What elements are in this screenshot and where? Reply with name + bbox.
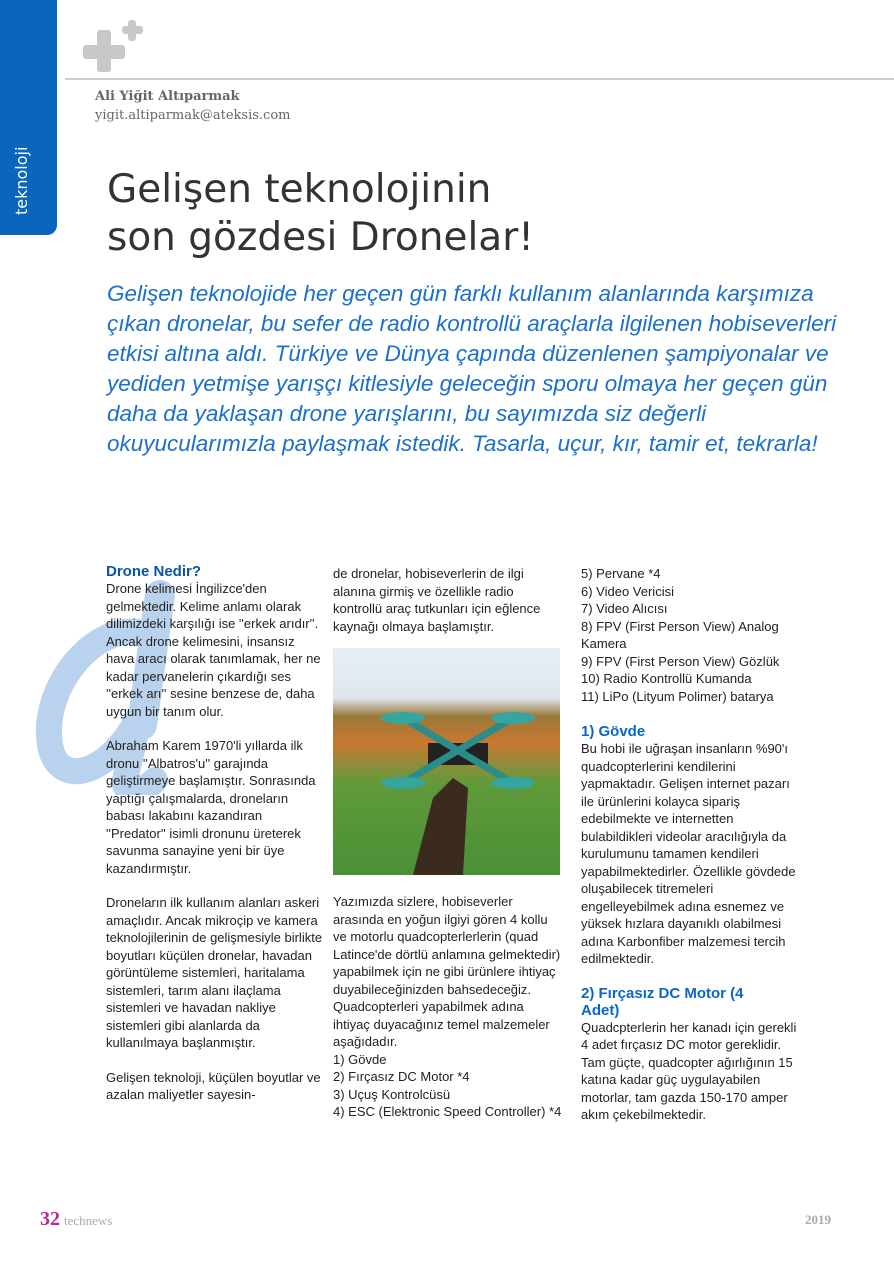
- list-item: 9) FPV (First Person View) Gözlük: [581, 653, 780, 669]
- title-line: Gelişen teknolojinin: [107, 167, 492, 212]
- author-name: Ali Yiğit Altıparmak: [95, 89, 240, 104]
- section-heading: Drone Nedir?: [106, 563, 202, 580]
- list-item: 6) Video Vericisi: [581, 583, 674, 599]
- list-item: 4) ESC (Elektronic Speed Controller) *4: [333, 1104, 562, 1119]
- list-item: 10) Radio Kontrollü Kumanda: [581, 671, 752, 686]
- magazine-name: technews: [64, 1213, 113, 1228]
- paragraph: Droneların ilk kullanım alanları askeri amaçlıdır. Ancak mikroçip ve kamera teknolojilerinin de gelişmesiyle birlikte boyutları küçülen dronelar, havadan görüntüleme sistemleri, haritalama sistemleri, tarım alanı ilaçlama sistemleri ve havadan nakliye sistemleri gibi alanlarda da kullanılmaya başlanmıştır.: [106, 895, 323, 1050]
- list-item: 1) Gövde: [333, 1051, 387, 1067]
- list-item: 3) Uçuş Kontrolcüsü: [333, 1086, 451, 1102]
- list-item: 8) FPV (First Person View) Analog Kamera: [581, 618, 779, 651]
- list-item: 2) Fırçasız DC Motor *4: [333, 1069, 470, 1084]
- paragraph: Quadcpterlerin her kanadı için gerekli 4 adet fırçasız DC motor gereklidir. Tam güçte, quadcopter ağırlığının 15 katına kadar güç uygulayabilen motorlar, tam gazda 150-170 amper akım çekebilmektedir.: [581, 1019, 797, 1122]
- column-2: [333, 565, 563, 1121]
- list-item: 5) Pervane *4: [581, 566, 661, 581]
- section-heading: 1) Gövde: [581, 723, 646, 740]
- paragraph: Abraham Karem 1970'li yıllarda ilk dronu ''Albatros'u'' garajında geliştirmeye başlamıştır. Sonrasında yaptığı çalışmalarda, droneların babası lakabını kazandıran ''Predator'' isimli dronunu üreterek savunma sanayine yeni bir üye kazandırmıştır.: [106, 738, 316, 876]
- parts-list: [333, 1051, 563, 1121]
- section-heading: 2) Fırçasız DC Motor (4 Adet): [581, 984, 744, 1019]
- section-label: teknoloji: [12, 146, 31, 215]
- lead-paragraph: Gelişen teknolojide her geçen gün farklı kullanım alanlarında karşımıza çıkan dronelar, bu sefer de radio kontrollü araçlarla ilgilenen hobiseverleri etkisi altına aldı. Türkiye ve Dünya çapında düzenlenen şampiyonalar ve yediden yetmişe yarışçı kitlesiyle geleceğin sporu olmaya her geçen gün daha da yaklaşan drone yarışlarını, bu sayımızda siz değerli okuyucularımızla paylaşmak istedik. Tasarla, uçur, kır, tamir et, tekrarla!: [107, 281, 837, 456]
- parts-list: [581, 565, 803, 705]
- issue-year: 2019: [805, 1212, 831, 1227]
- column-1: [106, 563, 324, 1121]
- paragraph: Drone kelimesi İngilizce'den gelmektedir. Kelime anlamı olarak dilimizdeki karşılığı ise ''erkek arıdır''. Ancak drone kelimesini, insansız hava aracı olarak tanımlamak, her ne kadar pervanelerin çıkardığı ses ''erkek arı'' sesine benzese de, daha uygun bir tanım olur.: [106, 581, 321, 719]
- page-title: [107, 166, 534, 262]
- paragraph: de dronelar, hobiseverlerin de ilgi alanına girmiş ve özellikle radio kontrollü araç tutkunları için eğlence kaynağı olmaya başlamıştır.: [333, 566, 541, 634]
- section-tab: [0, 0, 57, 235]
- title-line: son gözdesi Dronelar!: [107, 215, 534, 260]
- author-email: yigit.altiparmak@ateksis.com: [95, 108, 291, 123]
- list-item: 7) Video Alıcısı: [581, 601, 668, 616]
- header-divider: [65, 78, 894, 80]
- paragraph: Bu hobi ile uğraşan insanların %90'ı quadcopterlerini kendilerini yapmaktadır. Gelişen internet pazarı ile ürünlerini kolayca sipariş edebilmekte ve internetten bulabildikleri videolar aracılığıyla da kurulumunu tamamen kendileri yapabilmektedirler. Özellikle gövdede oluşabilecek titremeleri engelleyebilmek adına esnemez ve yüksek hızlara dayanıklı olabilmesi adına Karbonfiber malzemesi tercih edilmektedir.: [581, 741, 796, 966]
- page-number: 32: [40, 1208, 60, 1230]
- list-item: 11) LiPo (Lityum Polimer) batarya: [581, 688, 774, 704]
- paragraph: Yazımızda sizlere, hobiseverler arasında en yoğun ilgiyi gören 4 kollu ve motorlu quadcopterlerlerin (quad Latince'de dörtlü anlamına gelmektedir) yapabilmek için ne gibi ürünlere ihtiyaç duyabileceğinizden bahsedeceğiz. Quadcopterleri yapabilmek adına ihtiyaç duyacağınız temel malzemeler aşağıdadır.: [333, 894, 561, 1049]
- paragraph: Gelişen teknoloji, küçülen boyutlar ve azalan maliyetler sayesin-: [106, 1069, 321, 1102]
- column-3: [581, 565, 803, 1141]
